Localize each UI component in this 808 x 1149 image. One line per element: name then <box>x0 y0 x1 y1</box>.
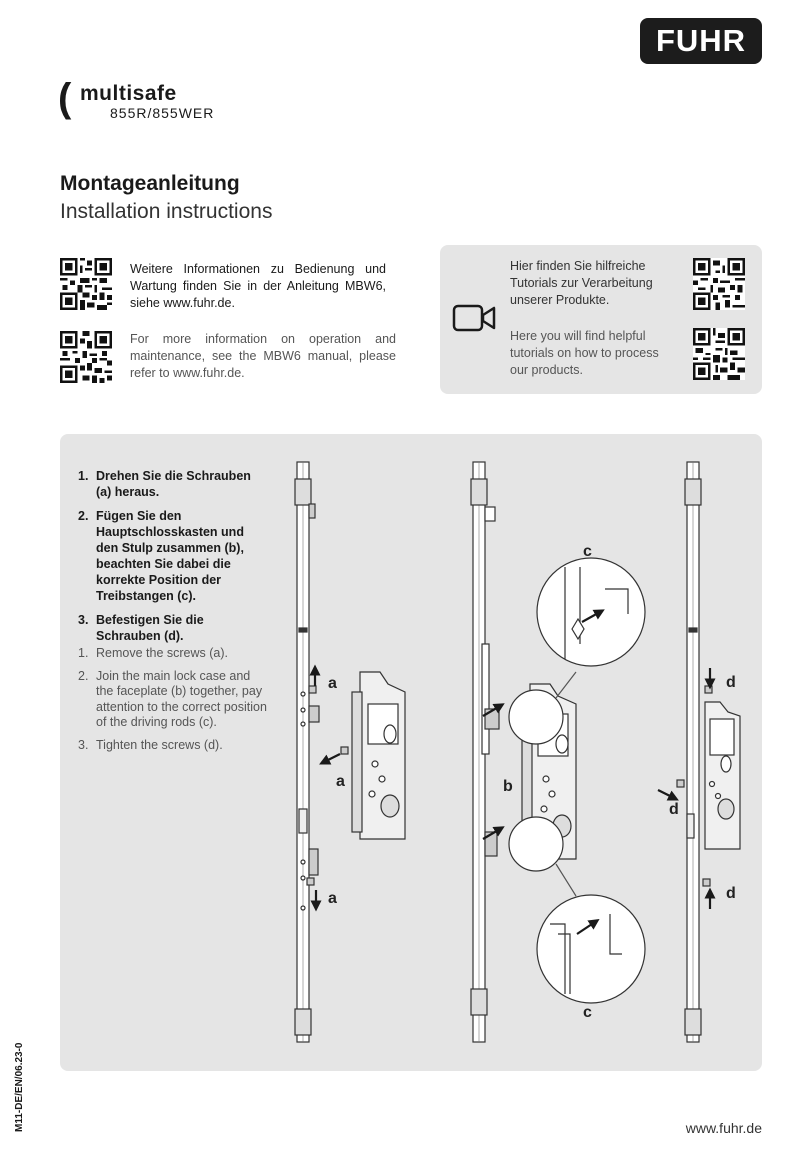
qr-code-icon[interactable] <box>60 331 112 383</box>
label-b: b <box>503 778 513 795</box>
tutorials-text-german: Hier finden Sie hilfreiche Tutorials zur Verarbeitung unserer Produkte. <box>510 259 653 307</box>
step-text: Befestigen Sie die Schrauben (d). <box>96 613 204 643</box>
step-number: 3. <box>78 613 89 627</box>
faceplate-1 <box>295 462 319 1042</box>
label-a: a <box>328 890 337 907</box>
info-text-english: For more information on operation and maintenance, see the MBW6 manual, please refer to www.fuhr.de. <box>130 332 396 380</box>
step-text: Remove the screws (a). <box>96 646 228 660</box>
fuhr-logo <box>640 18 762 64</box>
document-code: M11-DE/EN/06.23-0 <box>14 1042 25 1132</box>
step-text: Drehen Sie die Schrauben (a) heraus. <box>96 469 251 499</box>
faceplate-2 <box>471 462 499 1042</box>
label-c: c <box>583 1004 592 1021</box>
lock-case-3 <box>705 702 740 849</box>
step-number: 3. <box>78 737 89 752</box>
title-german: Montageanleitung <box>60 172 240 195</box>
step-text: Join the main lock case and the faceplate (b) together, pay attention to the correct position of the driving rods (c). <box>96 668 267 729</box>
tutorials-text-english: Here you will find helpful tutorials on how to process our products. <box>510 329 659 377</box>
zoom-detail-bottom <box>509 817 645 1003</box>
step-number: 2. <box>78 668 89 683</box>
product-title: multisafe <box>80 82 177 105</box>
label-a: a <box>336 773 345 790</box>
qr-code-icon[interactable] <box>60 258 112 310</box>
step-text: Fügen Sie den Hauptschlosskasten und den Stulp zusammen (b), beachten Sie dabei die korrekte Position der Treibstangen (c). <box>96 509 244 603</box>
label-d: d <box>726 674 736 691</box>
video-camera-icon <box>452 302 496 334</box>
label-d: d <box>669 801 679 818</box>
info-text-german: Weitere Informationen zu Bedienung und Wartung finden Sie in der Anleitung MBW6, siehe www.fuhr.de. <box>130 262 386 310</box>
instructions-panel <box>60 434 762 1071</box>
title-english: Installation instructions <box>60 200 273 223</box>
step-number: 1. <box>78 646 89 660</box>
label-d: d <box>726 885 736 902</box>
label-c: c <box>583 543 592 560</box>
product-bracket-icon: ( <box>58 76 72 120</box>
tutorials-box <box>440 245 762 394</box>
website-link[interactable]: www.fuhr.de <box>685 1120 762 1136</box>
product-model: 855R/855WER <box>110 105 215 121</box>
faceplate-3 <box>685 462 701 1042</box>
label-a: a <box>328 675 337 692</box>
logo-text: FUHR <box>655 23 747 58</box>
step-number: 2. <box>78 509 89 523</box>
step-number: 1. <box>78 469 89 483</box>
qr-code-icon[interactable] <box>693 258 745 310</box>
step-text: Tighten the screws (d). <box>96 737 223 752</box>
qr-code-icon[interactable] <box>693 328 745 380</box>
lock-case-1 <box>352 672 405 839</box>
zoom-detail-top <box>509 558 645 744</box>
installation-diagram <box>60 434 762 1071</box>
